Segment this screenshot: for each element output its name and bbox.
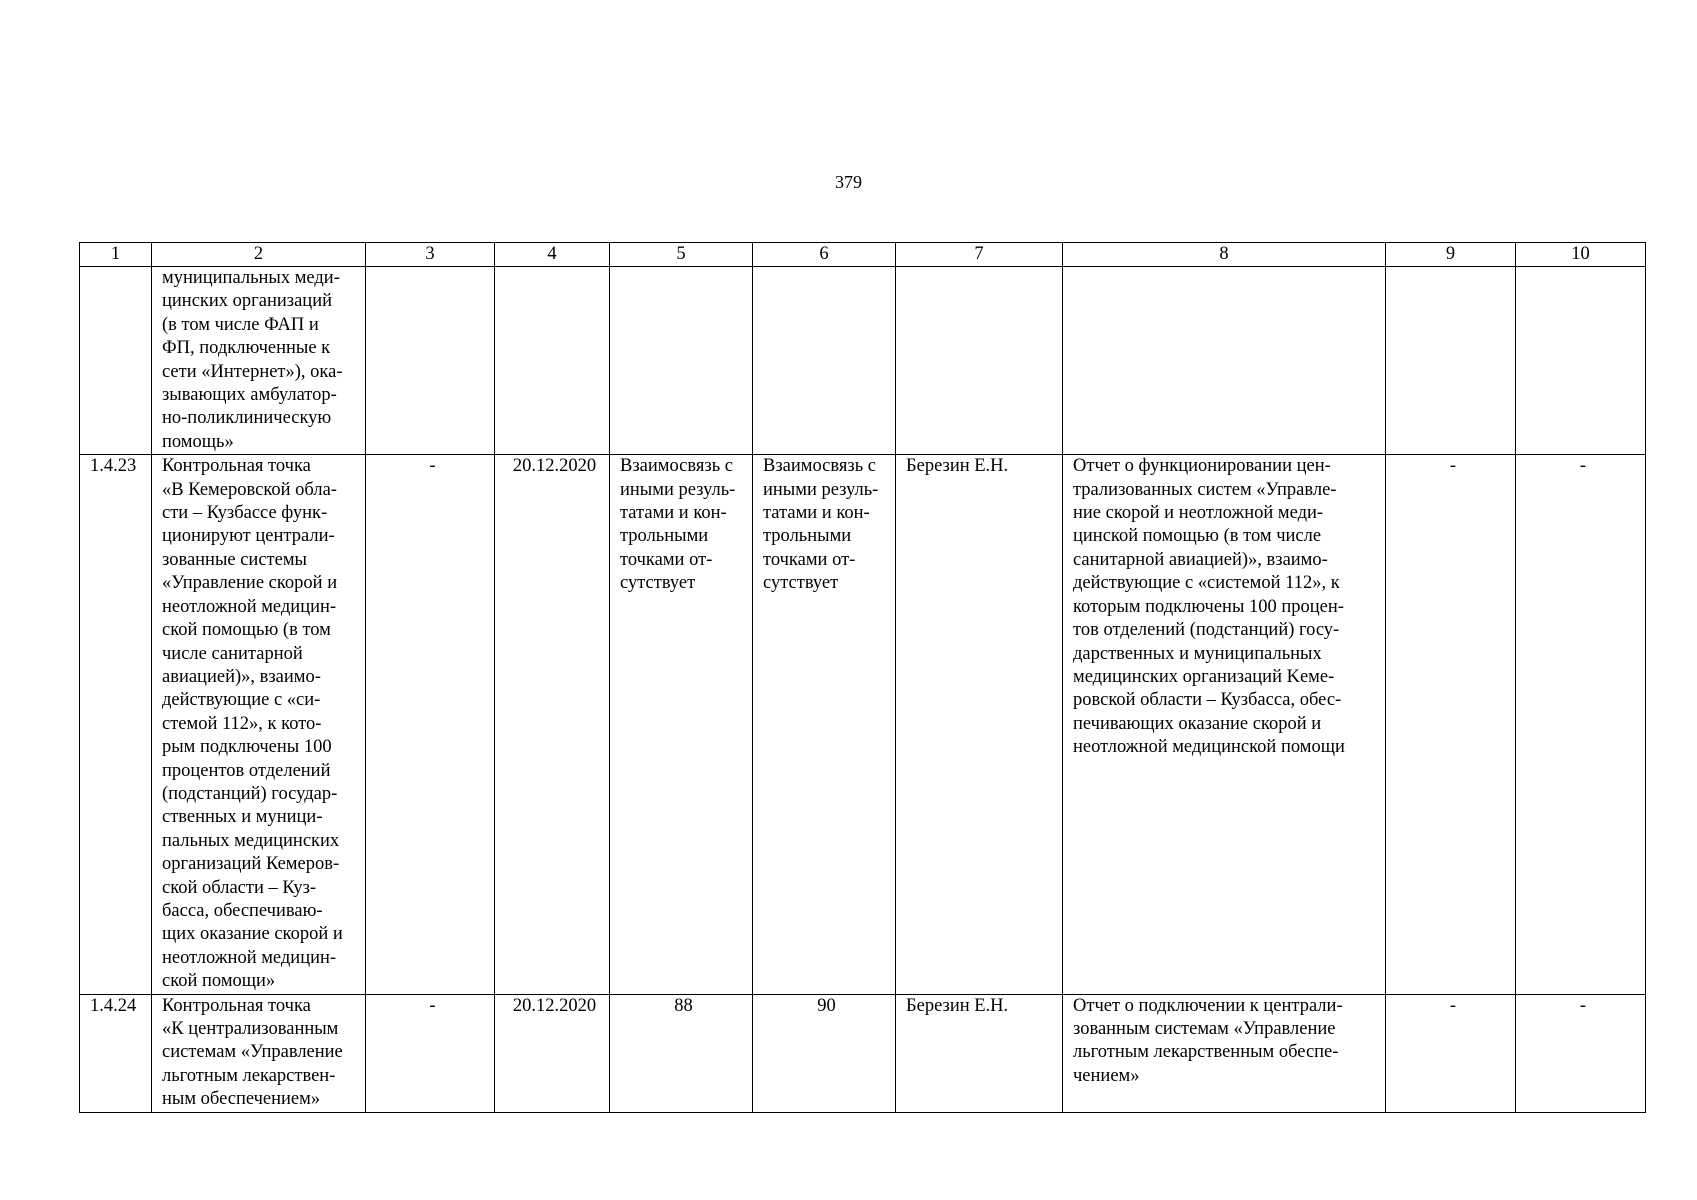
text-line: чением» — [1073, 1065, 1140, 1086]
text-line: помощь» — [162, 431, 234, 452]
item-name — [152, 455, 366, 994]
header-cell: 4 — [495, 243, 610, 267]
col3-cell — [366, 267, 495, 455]
text-line: стемой 112», к кото- — [162, 713, 322, 734]
col3-cell: - — [366, 994, 495, 1112]
col5-cell — [610, 994, 753, 1112]
text-line: 90 — [817, 995, 836, 1016]
header-cell: 3 — [366, 243, 495, 267]
text-line: процентов отделений — [162, 760, 331, 781]
text-line: басса, обеспечиваю- — [162, 900, 323, 921]
result-cell — [1063, 455, 1386, 994]
table-row — [80, 267, 1646, 455]
text-line: ционируют централи- — [162, 526, 335, 547]
item-name — [152, 267, 366, 455]
col9-cell: - — [1386, 455, 1516, 994]
text-line: Взаимосвязь с — [620, 456, 733, 477]
text-line: санитарной авиацией)», взаимо- — [1073, 549, 1328, 570]
text-line: «К централизованным — [162, 1019, 339, 1039]
text-line: которым подключены 100 процен- — [1073, 596, 1344, 617]
text-line: числе санитарной — [162, 643, 303, 664]
text-line: татами и кон- — [763, 503, 870, 524]
text-line: щих оказание скорой и — [162, 924, 343, 945]
header-cell: 8 — [1063, 243, 1386, 267]
text-line: но-поликлиническую — [162, 408, 332, 429]
text-line: зованным системам «Управление — [1073, 1019, 1336, 1039]
text-line: трольными — [620, 526, 709, 547]
col6-cell — [753, 994, 896, 1112]
text-line: Отчет о функционировании цен- — [1073, 456, 1331, 477]
date-cell: 20.12.2020 — [495, 455, 610, 994]
text-line: сети «Интернет»), ока- — [162, 361, 343, 382]
text-line: пальных медицинских — [162, 830, 340, 851]
col9-cell — [1386, 267, 1516, 455]
text-line: ской области – Куз- — [162, 877, 317, 898]
text-line: 88 — [674, 995, 693, 1016]
text-line: тов отделений (подстанций) госу- — [1073, 620, 1340, 641]
header-cell: 7 — [896, 243, 1063, 267]
result-cell — [1063, 267, 1386, 455]
text-line: льготным лекарственным обеспе- — [1073, 1042, 1339, 1063]
page-number: 379 — [835, 172, 862, 192]
text-line: «В Кемеровской обла- — [162, 479, 337, 500]
text-line: организаций Кемеров- — [162, 854, 340, 875]
text-line: точками от- — [620, 549, 713, 570]
text-line: зованные системы — [162, 549, 307, 570]
text-line: татами и кон- — [620, 503, 727, 524]
text-line: ным обеспечением» — [162, 1089, 321, 1110]
header-cell: 6 — [753, 243, 896, 267]
table-row — [80, 994, 1646, 1112]
col5-cell — [610, 455, 753, 994]
col5-cell — [610, 267, 753, 455]
header-cell: 2 — [152, 243, 366, 267]
text-line: неотложной медицин- — [162, 947, 337, 968]
col10-cell — [1516, 267, 1646, 455]
row-number — [80, 267, 152, 455]
col6-cell — [753, 455, 896, 994]
row-number: 1.4.23 — [80, 455, 152, 994]
header-row — [80, 243, 1646, 267]
text-line: (подстанций) государ- — [162, 783, 338, 804]
text-line: ровской области – Кузбасса, обес- — [1073, 690, 1342, 711]
header-cell: 1 — [80, 243, 152, 267]
text-line: льготным лекарствен- — [162, 1065, 336, 1086]
text-line: сти – Кузбассе функ- — [162, 503, 328, 524]
header-cell: 5 — [610, 243, 753, 267]
text-line: неотложной медицинской помощи — [1073, 737, 1345, 758]
text-line: ние скорой и неотложной меди- — [1073, 503, 1324, 524]
text-line: «Управление скорой и — [162, 573, 338, 594]
col10-cell: - — [1516, 994, 1646, 1112]
text-line: иными резуль- — [763, 479, 879, 500]
header-cell: 9 — [1386, 243, 1516, 267]
document-table — [79, 242, 1646, 1113]
responsible-cell — [896, 267, 1063, 455]
text-line: (в том числе ФАП и — [162, 314, 319, 335]
text-line: иными резуль- — [620, 479, 736, 500]
text-line: рым подключены 100 — [162, 737, 332, 758]
date-cell — [495, 267, 610, 455]
responsible-cell: Березин Е.Н. — [896, 994, 1063, 1112]
text-line: Взаимосвязь с — [763, 456, 876, 477]
text-line: печивающих оказание скорой и — [1073, 713, 1322, 734]
text-line: авиацией)», взаимо- — [162, 666, 321, 687]
text-line: дарственных и муниципальных — [1073, 643, 1322, 664]
text-line: цинской помощью (в том числе — [1073, 526, 1322, 547]
text-line: цинских организаций — [162, 291, 332, 312]
text-line: Контрольная точка — [162, 456, 311, 477]
responsible-cell: Березин Е.Н. — [896, 455, 1063, 994]
text-line: сутствует — [763, 573, 839, 594]
table-row — [80, 455, 1646, 994]
text-line: сутствует — [620, 573, 696, 594]
text-line: муниципальных меди- — [162, 268, 340, 288]
text-line: ской помощи» — [162, 971, 276, 992]
text-line: действующие с «системой 112», к — [1073, 573, 1340, 594]
text-line: трализованных систем «Управле- — [1073, 479, 1337, 500]
text-line: ФП, подключенные к — [162, 338, 331, 359]
text-line: зывающих амбулатор- — [162, 385, 337, 406]
text-line: Контрольная точка — [162, 995, 311, 1016]
row-number: 1.4.24 — [80, 994, 152, 1112]
text-line: точками от- — [763, 549, 856, 570]
date-cell: 20.12.2020 — [495, 994, 610, 1112]
col9-cell: - — [1386, 994, 1516, 1112]
header-cell: 10 — [1516, 243, 1646, 267]
text-line: Отчет о подключении к централи- — [1073, 995, 1343, 1016]
col3-cell: - — [366, 455, 495, 994]
text-line: ской помощью (в том — [162, 620, 331, 641]
text-line: ственных и муници- — [162, 807, 323, 828]
item-name — [152, 994, 366, 1112]
text-line: медицинских организаций Keме- — [1073, 666, 1335, 687]
col10-cell: - — [1516, 455, 1646, 994]
text-line: трольными — [763, 526, 852, 547]
text-line: действующие с «си- — [162, 690, 321, 711]
col6-cell — [753, 267, 896, 455]
result-cell — [1063, 994, 1386, 1112]
text-line: системам «Управление — [162, 1042, 343, 1063]
text-line: неотложной медицин- — [162, 596, 337, 617]
